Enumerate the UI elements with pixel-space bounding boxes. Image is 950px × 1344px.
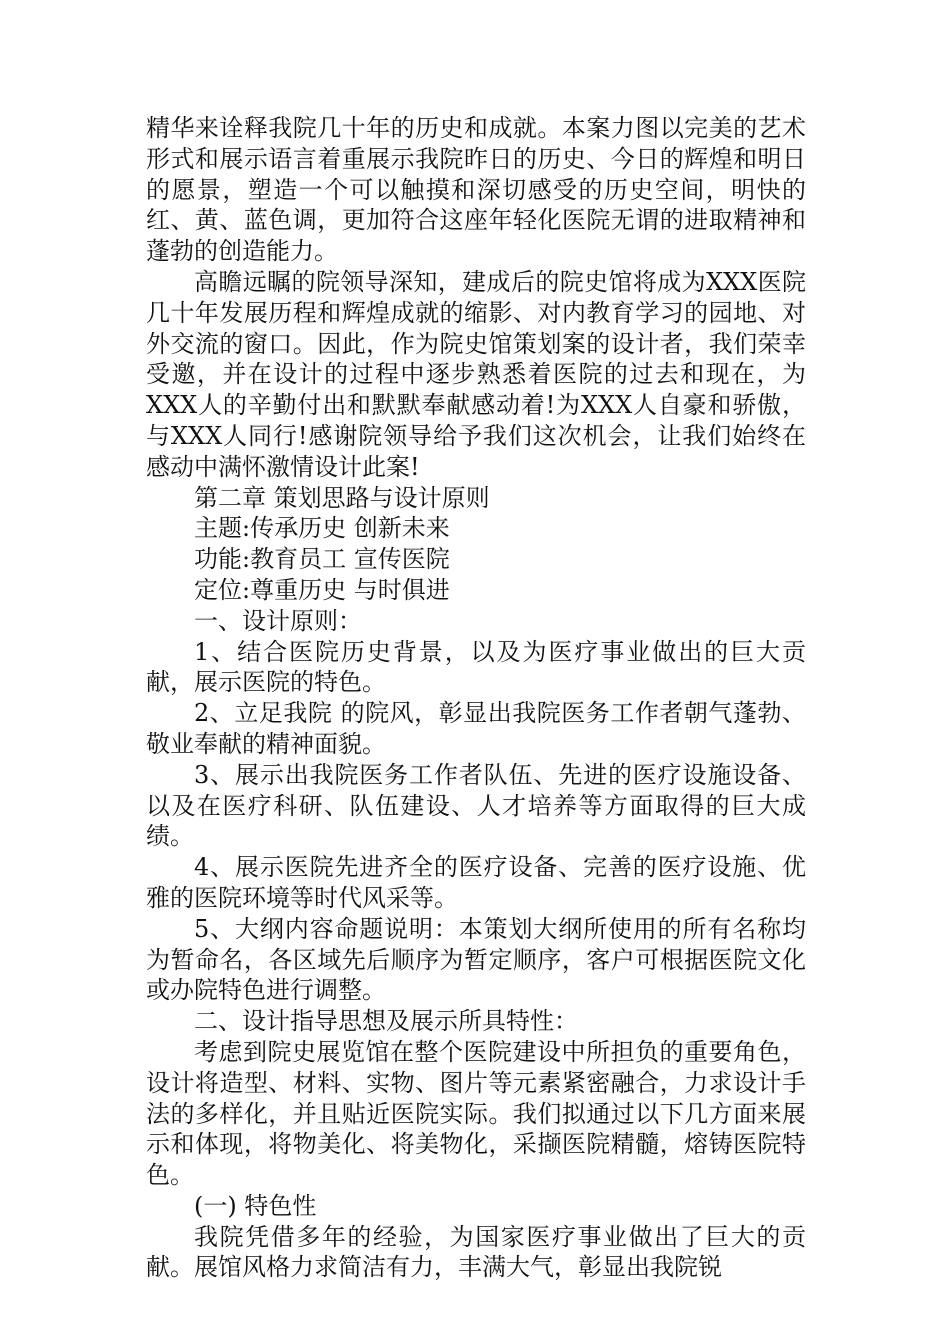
theme-line: 主题:传承历史 创新未来 [194, 514, 450, 543]
document-page [146, 113, 806, 1283]
paragraph-leadership-vision: 高瞻远瞩的院领导深知，建成后的院史馆将成为XXX医院几十年发展历程和辉煌成就的缩影、对内教育学习的园地、对外交流的窗口。因此，作为院史馆策划案的设计者，我们荣幸受邀，并在设计的过程中逐步熟悉着医院的过去和现在，为XXX人的辛勤付出和默默奉献感动着!为XXX人自豪和骄傲，与XXX人同行!感谢院领导给予我们这次机会，让我们始终在感动中满怀激情设计此案! [146, 267, 806, 481]
principle-item-4: 4、展示医院先进齐全的医疗设备、完善的医疗设施、优雅的医院环境等时代风采等。 [146, 853, 806, 912]
guiding-thought-heading: 二、设计指导思想及展示所具特性： [194, 1007, 578, 1036]
principle-item-2: 2、立足我院 的院风，彰显出我院医务工作者朝气蓬勃、敬业奉献的精神面貌。 [146, 699, 806, 758]
principle-item-5: 5、大纲内容命题说明：本策划大纲所使用的所有名称均为暂命名，各区域先后顺序为暂定顺序，客户可根据医院文化或办院特色进行调整。 [146, 914, 806, 1005]
characteristic-heading: (一) 特色性 [194, 1191, 317, 1220]
design-principles-heading: 一、设计原则： [194, 606, 362, 635]
chapter-two-heading: 第二章 策划思路与设计原则 [194, 483, 490, 512]
principle-item-3: 3、展示出我院医务工作者队伍、先进的医疗设施设备、以及在医疗科研、队伍建设、人才培养等方面取得的巨大成绩。 [146, 760, 806, 851]
paragraph-continued-history: 精华来诠释我院几十年的历史和成就。本案力图以完美的艺术形式和展示语言着重展示我院昨日的历史、今日的辉煌和明日的愿景，塑造一个可以触摸和深切感受的历史空间，明快的红、黄、蓝色调，更加符合这座年轻化医院无谓的进取精神和蓬勃的创造能力。 [146, 114, 806, 266]
function-line: 功能:教育员工 宣传医院 [194, 545, 450, 574]
principle-item-1: 1、结合医院历史背景，以及为医疗事业做出的巨大贡献，展示医院的特色。 [146, 637, 806, 697]
characteristic-body: 我院凭借多年的经验，为国家医疗事业做出了巨大的贡献。展馆风格力求简洁有力，丰满大气，彰显出我院锐 [146, 1222, 806, 1282]
guiding-thought-body: 考虑到院史展览馆在整个医院建设中所担负的重要角色，设计将造型、材料、实物、图片等元素紧密融合，力求设计手法的多样化，并且贴近医院实际。我们拟通过以下几方面来展示和体现，将物美化、将美物化，采撷医院精髓，熔铸医院特色。 [146, 1037, 806, 1190]
positioning-line: 定位:尊重历史 与时俱进 [194, 575, 450, 604]
